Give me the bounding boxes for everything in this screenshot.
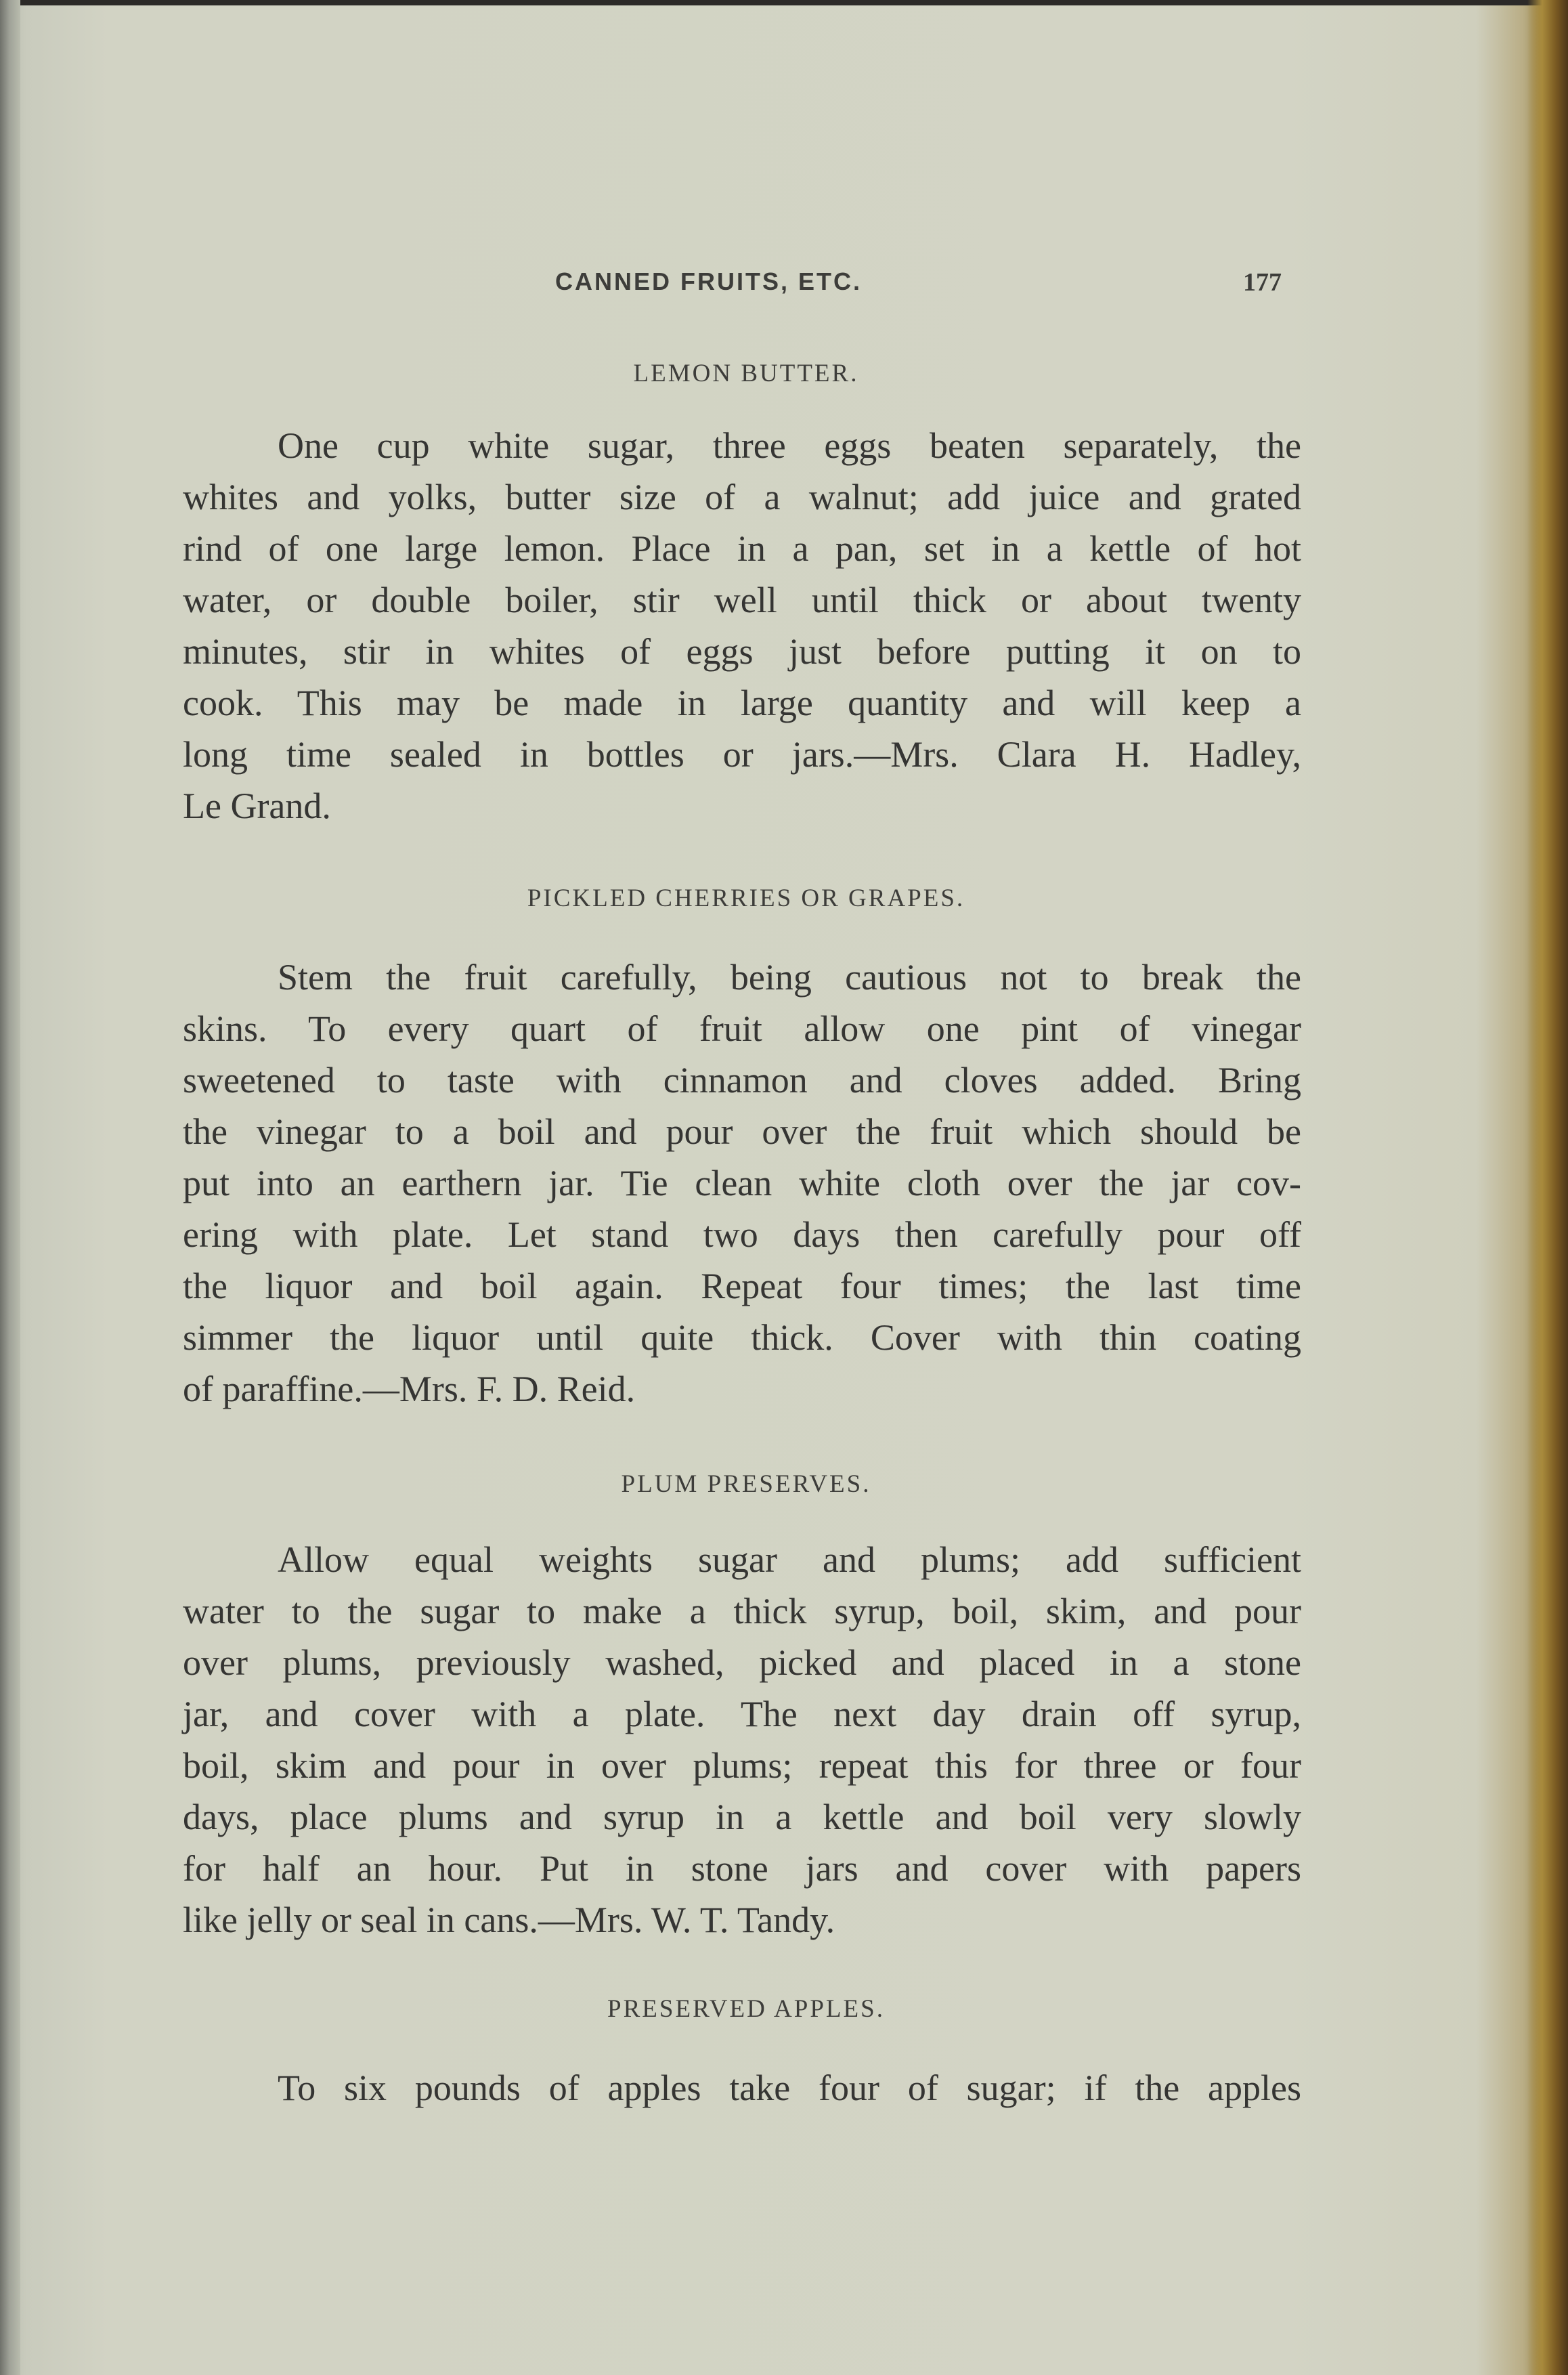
text-line: Allow equal weights sugar and plums; add sufficient <box>278 1539 1301 1580</box>
text-line: put into an earthern jar. Tie clean white cloth over the jar cov- <box>183 1163 1301 1203</box>
page-number: 177 <box>1243 268 1282 297</box>
text-line: skins. To every quart of fruit allow one pint of vinegar <box>183 1008 1301 1049</box>
text-line: rind of one large lemon. Place in a pan, set in a kettle of hot <box>183 528 1301 569</box>
text-line: over plums, previously washed, picked and placed in a stone <box>183 1642 1301 1683</box>
running-head <box>0 268 1568 301</box>
text-line: cook. This may be made in large quantity and will keep a <box>183 683 1301 723</box>
text-line: ering with plate. Let stand two days then carefully pour off <box>183 1214 1301 1255</box>
text-line: Stem the fruit carefully, being cautious not to break the <box>278 957 1301 998</box>
text-line: water to the sugar to make a thick syrup, boil, skim, and pour <box>183 1591 1301 1631</box>
recipe-heading-preserved-apples: PRESERVED APPLES. <box>607 1995 885 2023</box>
text-line: whites and yolks, butter size of a walnut; add juice and grated <box>183 477 1301 517</box>
text-line: sweetened to taste with cinnamon and cloves added. Bring <box>183 1060 1301 1100</box>
book-spine <box>1527 0 1568 2375</box>
recipe-body-plum-preserves <box>183 1534 1301 1946</box>
text-line: To six pounds of apples take four of sugar; if the apples <box>278 2068 1301 2108</box>
recipe-body-pickled-cherries <box>183 951 1301 1415</box>
text-line: One cup white sugar, three eggs beaten separately, the <box>278 425 1301 466</box>
page-top-edge <box>0 0 1568 5</box>
recipe-heading-plum-preserves: PLUM PRESERVES. <box>621 1470 871 1498</box>
text-line: the liquor and boil again. Repeat four times; the last time <box>183 1266 1301 1306</box>
text-line: Le Grand. <box>183 786 331 826</box>
text-line: days, place plums and syrup in a kettle and boil very slowly <box>183 1797 1301 1837</box>
running-title: CANNED FRUITS, ETC. <box>555 268 862 295</box>
recipe-heading-lemon-butter: LEMON BUTTER. <box>633 360 859 387</box>
text-line: the vinegar to a boil and pour over the fruit which should be <box>183 1111 1301 1152</box>
recipe-body-preserved-apples <box>183 2062 1301 2114</box>
recipe-body-lemon-butter <box>183 420 1301 832</box>
text-line: water, or double boiler, stir well until thick or about twenty <box>183 580 1301 620</box>
text-line: for half an hour. Put in stone jars and cover with papers <box>183 1848 1301 1889</box>
recipe-heading-pickled-cherries: PICKLED CHERRIES OR GRAPES. <box>527 884 965 912</box>
text-line: of paraffine.—Mrs. F. D. Reid. <box>183 1369 636 1409</box>
text-line: like jelly or seal in cans.—Mrs. W. T. Tandy. <box>183 1900 835 1940</box>
text-line: jar, and cover with a plate. The next day drain off syrup, <box>183 1694 1301 1734</box>
text-line: long time sealed in bottles or jars.—Mrs. Clara H. Hadley, <box>183 734 1301 775</box>
text-line: simmer the liquor until quite thick. Cover with thin coating <box>183 1317 1301 1358</box>
text-line: minutes, stir in whites of eggs just before putting it on to <box>183 631 1301 672</box>
text-line: boil, skim and pour in over plums; repeat this for three or four <box>183 1745 1301 1786</box>
